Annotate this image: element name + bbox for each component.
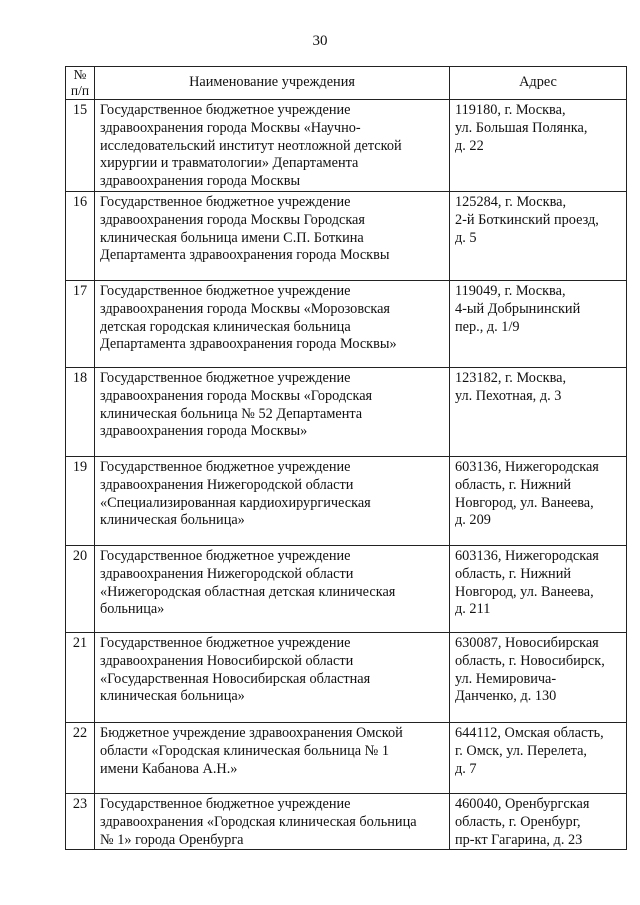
institution-name-line: клиническая больница имени С.П. Боткина	[100, 229, 364, 246]
institution-name	[95, 722, 450, 793]
institution-address	[450, 632, 627, 722]
institution-name	[95, 367, 450, 456]
institution-name-line: Государственное бюджетное учреждение	[100, 458, 351, 475]
institution-name-line: здравоохранения города Москвы «Морозовская	[100, 300, 390, 317]
institution-address	[450, 456, 627, 545]
institution-address-line: пр-кт Гагарина, д. 23	[455, 831, 583, 848]
table-row	[66, 191, 627, 280]
institution-address-line: 4-ый Добрынинский	[455, 300, 581, 317]
header-number-line: №	[73, 67, 87, 82]
institution-address-line: Данченко, д. 130	[455, 688, 557, 705]
institution-name-line: Государственное бюджетное учреждение	[100, 193, 351, 210]
institution-address-line: пер., д. 1/9	[455, 318, 520, 335]
institution-address-line: 119180, г. Москва,	[455, 102, 566, 118]
institution-name	[95, 545, 450, 632]
table-row	[66, 632, 627, 722]
row-number: 15	[66, 100, 95, 192]
institution-name	[95, 632, 450, 722]
institution-name-line: хирургии и травматологии» Департамента	[100, 155, 359, 172]
institution-name-line: «Специализированная кардиохирургическая	[100, 494, 371, 511]
institution-name	[95, 456, 450, 545]
institution-address-line: область, г. Новосибирск,	[455, 652, 605, 669]
page-number: 30	[312, 33, 328, 49]
table-row	[66, 280, 627, 367]
row-number: 20	[66, 545, 95, 632]
institution-name-line: больница»	[100, 601, 165, 618]
institution-name-line: клиническая больница»	[100, 688, 245, 705]
institution-name	[95, 100, 450, 192]
institution-address-line: область, г. Оренбург,	[455, 813, 581, 830]
table-header-row	[66, 67, 627, 100]
institution-address	[450, 367, 627, 456]
institution-name-line: имени Кабанова А.Н.»	[100, 760, 238, 777]
row-number: 17	[66, 280, 95, 367]
institution-name-line: области «Городская клиническая больница № 1	[100, 742, 390, 759]
institution-address-line: д. 7	[455, 760, 477, 777]
institution-name-line: Государственное бюджетное учреждение	[100, 102, 351, 118]
institution-address-line: область, г. Нижний	[455, 476, 572, 493]
institution-address-line: 2-й Боткинский проезд,	[455, 211, 599, 228]
institution-name-line: здравоохранения города Москвы Городская	[100, 211, 365, 228]
institution-address-line: ул. Немировича-	[455, 670, 557, 687]
institution-name-line: здравоохранения Нижегородской области	[100, 476, 354, 493]
institution-name-line: Государственное бюджетное учреждение	[100, 547, 351, 564]
institution-address	[450, 100, 627, 192]
institutions-table	[65, 66, 627, 850]
table-row	[66, 793, 627, 849]
institution-name-line: здравоохранения «Городская клиническая больница	[100, 813, 417, 830]
header-number-line: п/п	[70, 83, 90, 98]
row-number: 18	[66, 367, 95, 456]
institution-name-line: Государственное бюджетное учреждение	[100, 634, 351, 651]
institution-name-line: здравоохранения города Москвы «Научно-	[100, 119, 361, 136]
institution-address-line: г. Омск, ул. Перелета,	[455, 742, 588, 759]
institution-name-line: здравоохранения Нижегородской области	[100, 565, 354, 582]
row-number: 19	[66, 456, 95, 545]
table-row	[66, 100, 627, 192]
institution-name-line: исследовательский институт неотложной детской	[100, 137, 402, 154]
institution-name-line: Государственное бюджетное учреждение	[100, 282, 351, 299]
institution-address	[450, 280, 627, 367]
table-row	[66, 456, 627, 545]
institution-address-line: 603136, Нижегородская	[455, 547, 599, 564]
row-number: 22	[66, 722, 95, 793]
institution-address-line: д. 5	[455, 229, 477, 246]
institution-address-line: ул. Большая Полянка,	[455, 119, 588, 136]
institution-name-line: клиническая больница № 52 Департамента	[100, 405, 363, 422]
institution-name-line: Государственное бюджетное учреждение	[100, 795, 351, 812]
institution-address-line: 644112, Омская область,	[455, 724, 604, 741]
institution-address-line: 123182, г. Москва,	[455, 369, 567, 386]
institution-name-line: Департамента здравоохранения города Москвы	[100, 247, 390, 264]
institution-address-line: Новгород, ул. Ванеева,	[455, 494, 594, 511]
institution-name-line: «Нижегородская областная детская клиническая	[100, 583, 396, 600]
institution-address-line: 460040, Оренбургская	[455, 795, 590, 812]
institution-name-line: Бюджетное учреждение здравоохранения Омской	[100, 724, 403, 741]
institution-name-line: «Государственная Новосибирская областная	[100, 670, 371, 687]
institution-address-line: 125284, г. Москва,	[455, 193, 567, 210]
row-number: 21	[66, 632, 95, 722]
institution-name	[95, 280, 450, 367]
institution-address	[450, 545, 627, 632]
institution-address	[450, 722, 627, 793]
institution-name-line: здравоохранения Новосибирской области	[100, 652, 354, 669]
table-row	[66, 367, 627, 456]
institution-address-line: область, г. Нижний	[455, 565, 572, 582]
institution-name-line: № 1» города Оренбурга	[100, 831, 244, 848]
institution-address-line: Новгород, ул. Ванеева,	[455, 583, 594, 600]
institution-address-line: д. 209	[455, 512, 491, 529]
table-row	[66, 722, 627, 793]
institution-name-line: детская городская клиническая больница	[100, 318, 351, 335]
institution-address	[450, 191, 627, 280]
institution-address	[450, 793, 627, 849]
institution-name-line: Департамента здравоохранения города Москвы»	[100, 336, 397, 353]
institution-name-line: здравоохранения города Москвы «Городская	[100, 387, 373, 404]
institution-name-line: здравоохранения города Москвы»	[100, 423, 308, 440]
institution-name-line: здравоохранения города Москвы	[100, 173, 301, 190]
row-number: 23	[66, 793, 95, 849]
institution-address-line: ул. Пехотная, д. 3	[455, 387, 562, 404]
institution-address-line: 603136, Нижегородская	[455, 458, 599, 475]
table-row	[66, 545, 627, 632]
institution-address-line: д. 211	[455, 601, 491, 618]
institution-name	[95, 191, 450, 280]
header-address: Адрес	[450, 67, 627, 100]
institution-address-line: 630087, Новосибирская	[455, 634, 599, 651]
row-number: 16	[66, 191, 95, 280]
institution-address-line: д. 22	[455, 137, 484, 154]
institution-name-line: клиническая больница»	[100, 512, 245, 529]
institution-address-line: 119049, г. Москва,	[455, 282, 566, 299]
header-number	[66, 67, 95, 100]
institution-name-line: Государственное бюджетное учреждение	[100, 369, 351, 386]
header-name: Наименование учреждения	[95, 67, 450, 100]
institution-name	[95, 793, 450, 849]
